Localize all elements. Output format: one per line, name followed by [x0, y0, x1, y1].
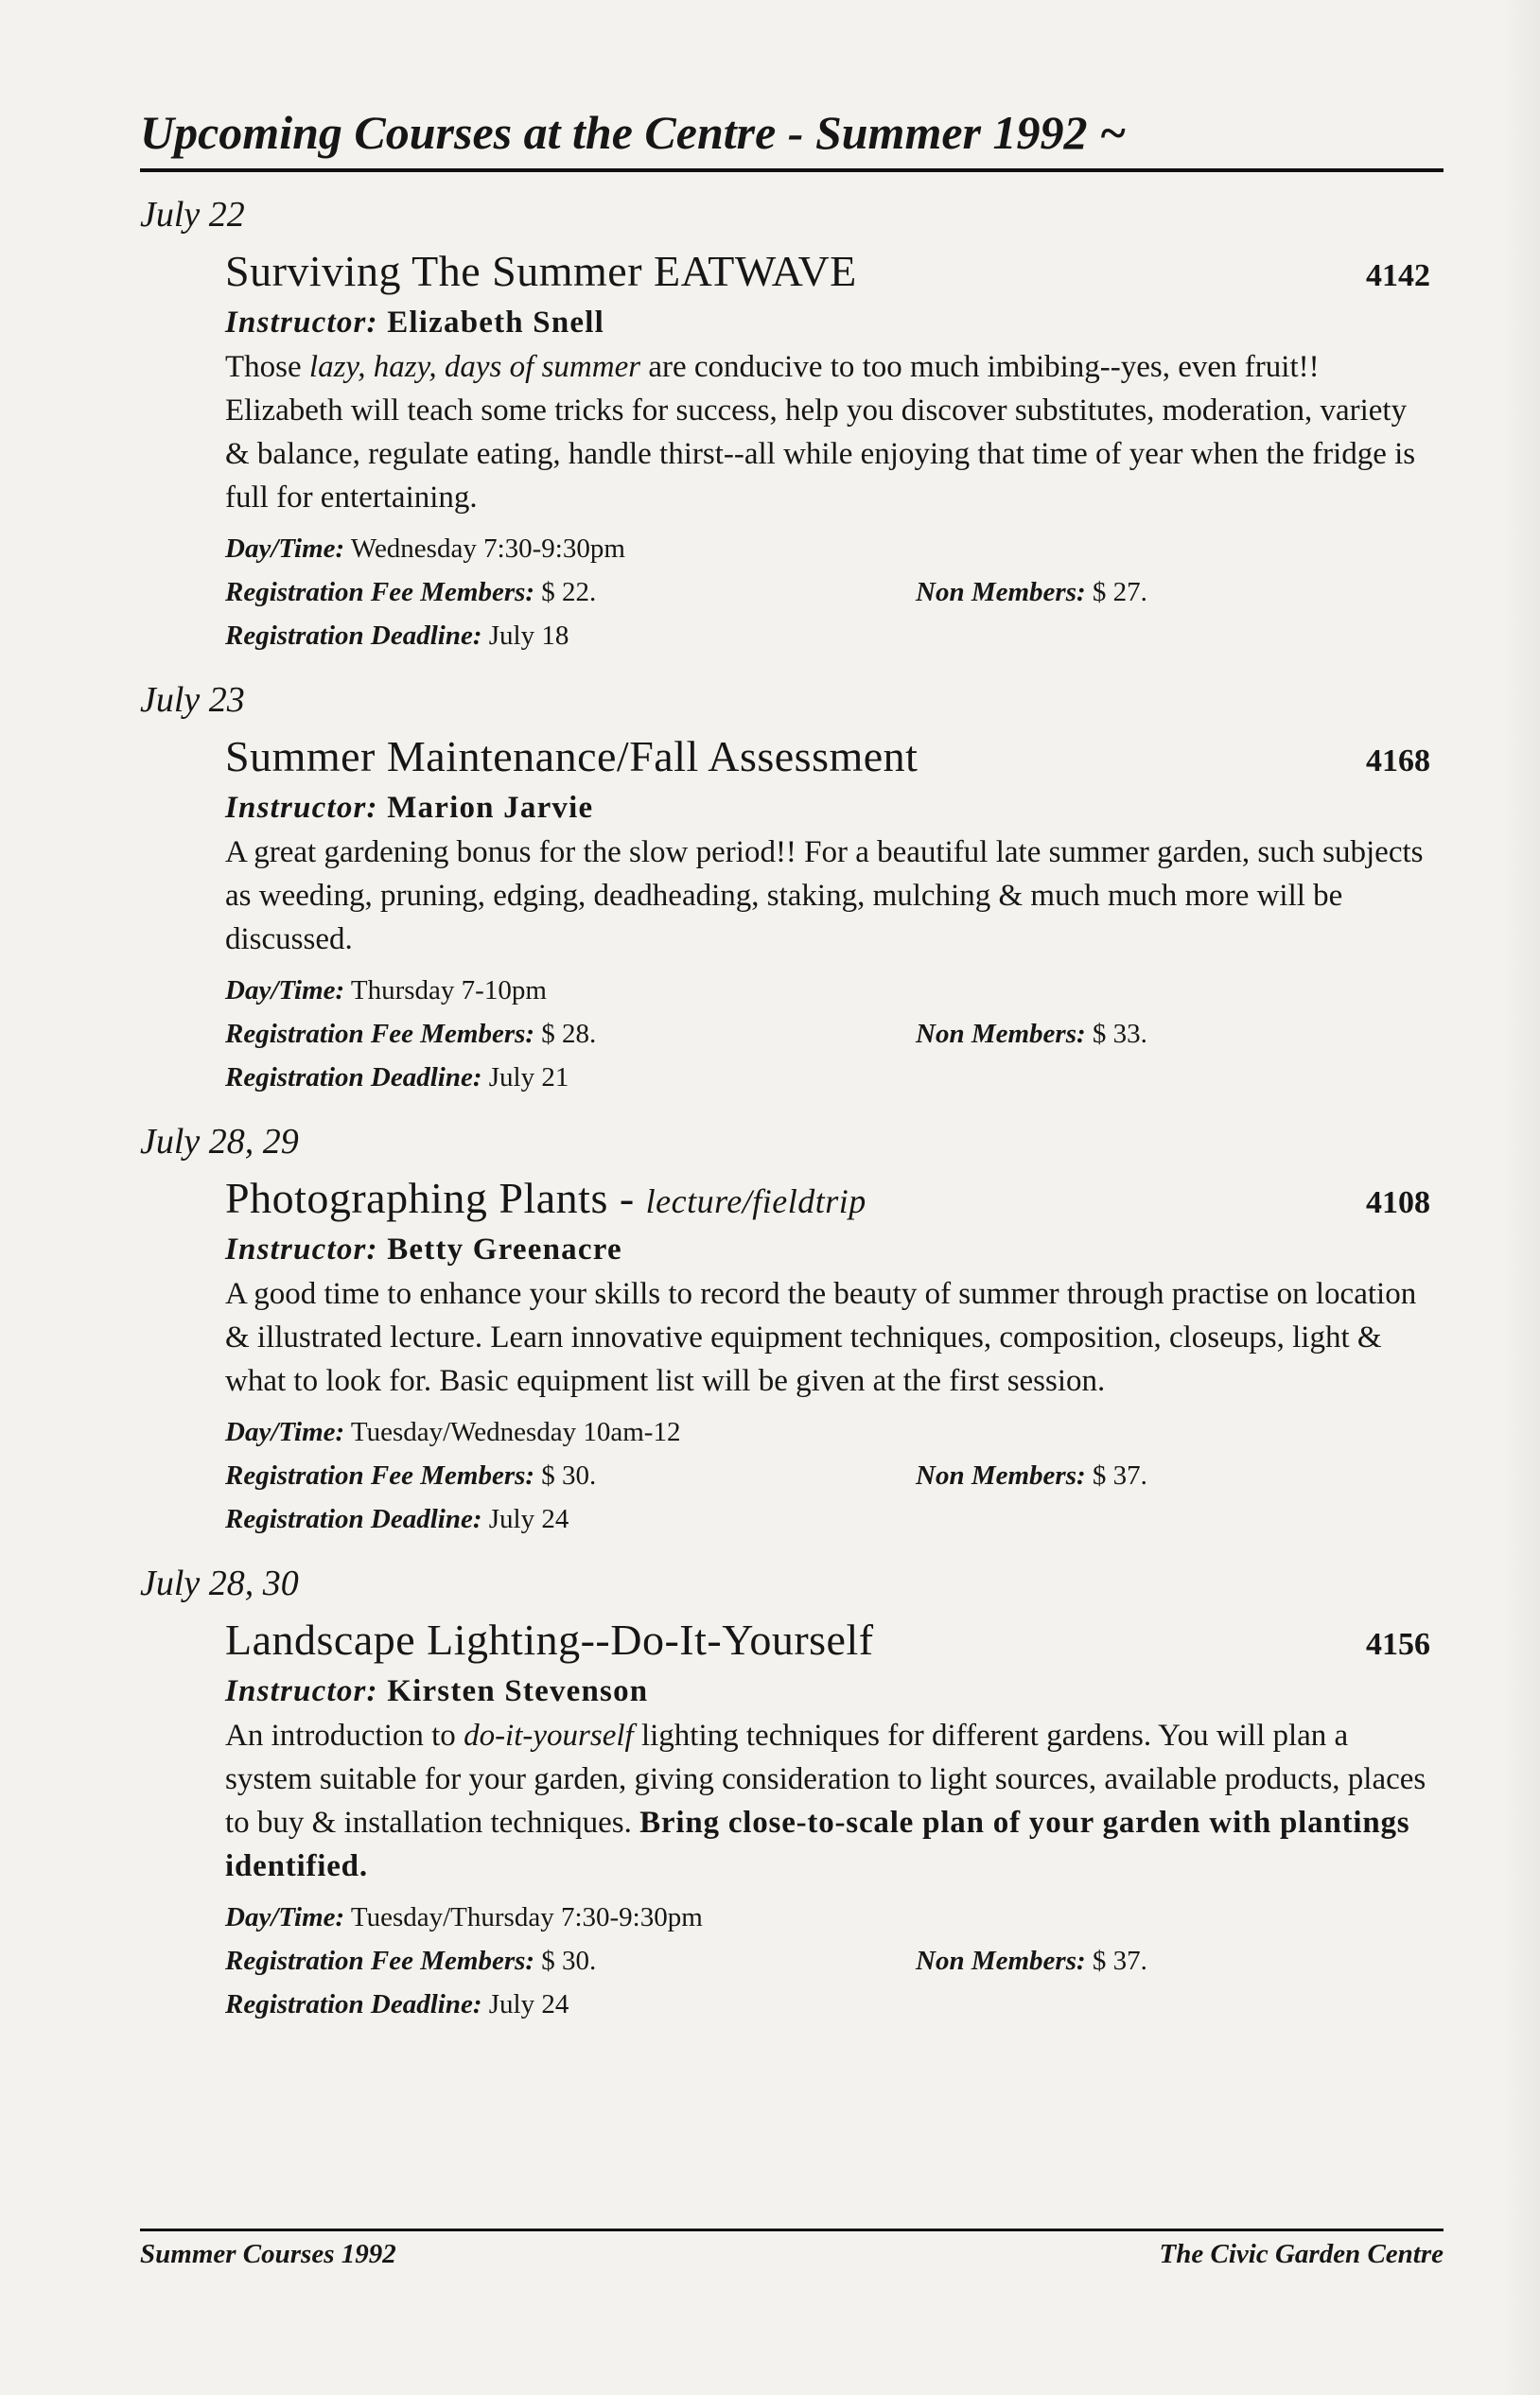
- day-time-line: [225, 527, 1430, 570]
- footer-left: Summer Courses 1992: [140, 2239, 396, 2269]
- footer-right: The Civic Garden Centre: [1159, 2239, 1444, 2269]
- fee-members-label: Registration Fee Members:: [225, 1460, 535, 1491]
- day-time-value: Tuesday/Wednesday 10am-12: [350, 1417, 681, 1447]
- course-description: An introduction to do-it-yourself lighting techniques for different gardens. You will plan a system suitable for your garden, giving consideration to light sources, available products, places to buy & installation techniques. Bring close-to-scale plan of your garden with plantings identified.: [225, 1719, 1426, 1883]
- day-time-value: Wednesday 7:30-9:30pm: [350, 533, 625, 564]
- fee-members-value: $ 28.: [541, 1019, 597, 1049]
- page-title: Upcoming Courses at the Centre - Summer 1992 ~: [140, 106, 1127, 159]
- course-title: Summer Maintenance/Fall Assessment: [225, 732, 919, 780]
- course-description: A good time to enhance your skills to record the beauty of summer through practise on location & illustrated lecture. Learn innovative equipment techniques, composition, closeups, light & what to look for. Basic equipment list will be given at the first session.: [225, 1277, 1417, 1398]
- day-time-label: Day/Time:: [225, 975, 345, 1005]
- instructor-line: [225, 1229, 1430, 1270]
- deadline-line: [225, 1056, 1430, 1099]
- course-title: Photographing Plants - lecture/fieldtrip: [225, 1174, 866, 1222]
- instructor-label: Instructor:: [225, 791, 378, 825]
- instructor-label: Instructor:: [225, 1674, 378, 1708]
- fee-line: [225, 1012, 1430, 1056]
- deadline-label: Registration Deadline:: [225, 621, 482, 651]
- non-members-label: Non Members:: [916, 1019, 1086, 1049]
- fee-line: [225, 1454, 1430, 1497]
- fee-non-members-value: $ 37.: [1092, 1460, 1147, 1491]
- instructor-name: Betty Greenacre: [387, 1232, 622, 1267]
- instructor-name: Elizabeth Snell: [387, 306, 604, 340]
- fee-members-value: $ 30.: [541, 1460, 597, 1491]
- instructor-label: Instructor:: [225, 306, 378, 340]
- course-entry: [140, 678, 1444, 1099]
- instructor-name: Kirsten Stevenson: [387, 1674, 649, 1708]
- instructor-label: Instructor:: [225, 1232, 378, 1267]
- fee-members-label: Registration Fee Members:: [225, 1946, 535, 1976]
- day-time-value: Thursday 7-10pm: [350, 975, 547, 1005]
- page: [140, 102, 1444, 2278]
- course-code: 4156: [1366, 1627, 1430, 1662]
- deadline-line: [225, 1497, 1430, 1541]
- page-shadow: [1502, 0, 1540, 2395]
- fee-members-value: $ 30.: [541, 1946, 597, 1976]
- fee-members-value: $ 22.: [541, 577, 597, 607]
- deadline-label: Registration Deadline:: [225, 1062, 482, 1093]
- day-time-label: Day/Time:: [225, 533, 345, 564]
- deadline-label: Registration Deadline:: [225, 1504, 482, 1534]
- day-time-line: [225, 1896, 1430, 1939]
- course-date: July 23: [140, 680, 245, 720]
- instructor-line: [225, 1670, 1430, 1712]
- fee-members-label: Registration Fee Members:: [225, 1019, 535, 1049]
- fee-non-members-value: $ 33.: [1092, 1019, 1147, 1049]
- footer: [140, 2229, 1444, 2270]
- fee-line: [225, 570, 1430, 614]
- non-members-label: Non Members:: [916, 1946, 1086, 1976]
- non-members-label: Non Members:: [916, 1460, 1086, 1491]
- instructor-name: Marion Jarvie: [387, 791, 594, 825]
- day-time-label: Day/Time:: [225, 1417, 345, 1447]
- non-members-label: Non Members:: [916, 577, 1086, 607]
- course-code: 4108: [1366, 1185, 1430, 1220]
- header-rule: [140, 168, 1444, 172]
- course-description: A great gardening bonus for the slow period!! For a beautiful late summer garden, such subjects as weeding, pruning, edging, deadheading, staking, mulching & much much more will be discussed.: [225, 835, 1424, 956]
- fee-line: [225, 1939, 1430, 1983]
- deadline-value: July 24: [488, 1504, 569, 1534]
- day-time-line: [225, 1410, 1430, 1454]
- fee-non-members-value: $ 37.: [1092, 1946, 1147, 1976]
- course-date: July 22: [140, 195, 245, 235]
- fee-members-label: Registration Fee Members:: [225, 577, 535, 607]
- course-list: [140, 193, 1444, 2026]
- deadline-value: July 24: [488, 1989, 569, 2019]
- course-entry: [140, 1562, 1444, 2026]
- day-time-label: Day/Time:: [225, 1902, 345, 1932]
- course-title: Surviving The Summer EATWAVE: [225, 247, 857, 295]
- course-date: July 28, 29: [140, 1122, 299, 1162]
- course-code: 4142: [1366, 258, 1430, 293]
- course-title: Landscape Lighting--Do-It-Yourself: [225, 1616, 874, 1664]
- instructor-line: [225, 787, 1430, 829]
- deadline-line: [225, 1983, 1430, 2026]
- course-entry: [140, 1120, 1444, 1541]
- day-time-line: [225, 969, 1430, 1012]
- course-description: Those lazy, hazy, days of summer are conducive to too much imbibing--yes, even fruit!! Elizabeth will teach some tricks for success, help you discover substitutes, moderation, variety & balance, regulate eating, handle thirst--all while enjoying that time of year when the fridge is full for entertaining.: [225, 350, 1416, 515]
- course-subtitle: lecture/fieldtrip: [645, 1182, 866, 1220]
- deadline-value: July 21: [488, 1062, 569, 1093]
- deadline-value: July 18: [488, 621, 569, 651]
- course-date: July 28, 30: [140, 1564, 299, 1603]
- deadline-label: Registration Deadline:: [225, 1989, 482, 2019]
- day-time-value: Tuesday/Thursday 7:30-9:30pm: [350, 1902, 703, 1932]
- course-entry: [140, 193, 1444, 657]
- course-code: 4168: [1366, 743, 1430, 778]
- fee-non-members-value: $ 27.: [1092, 577, 1147, 607]
- instructor-line: [225, 302, 1430, 343]
- deadline-line: [225, 614, 1430, 657]
- footer-rule: [140, 2229, 1444, 2231]
